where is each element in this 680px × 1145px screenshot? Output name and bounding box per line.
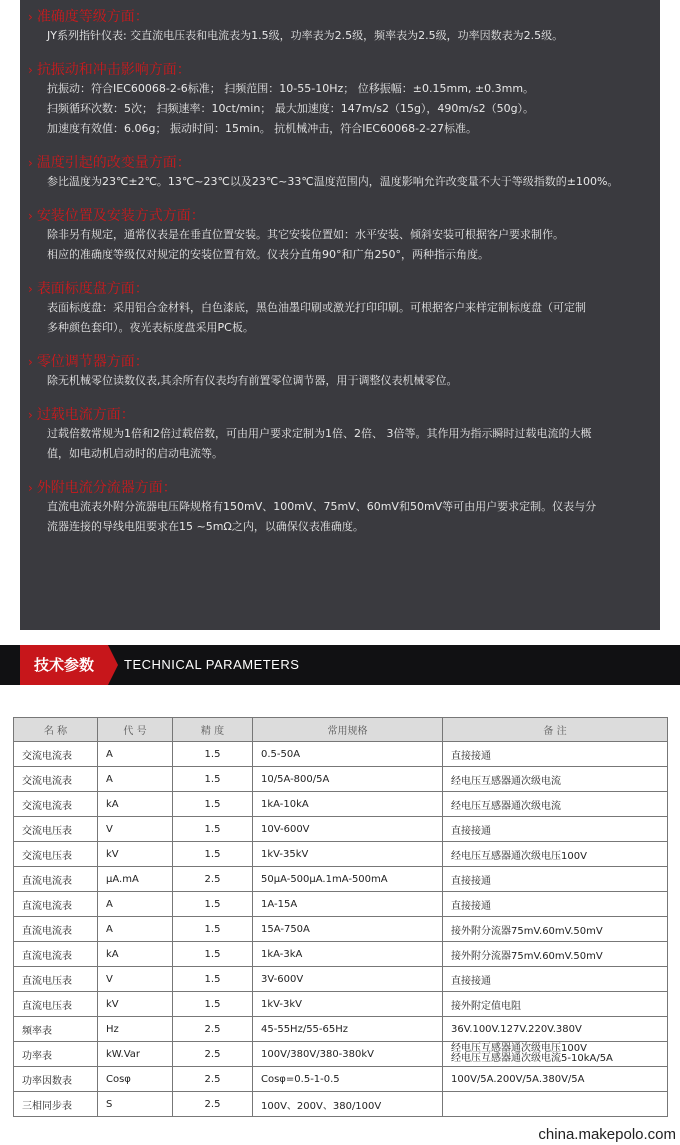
cell-code: A — [98, 917, 173, 942]
cell-code: kW.Var — [98, 1042, 173, 1067]
table-row — [14, 817, 668, 842]
cell-note: 直接接通 — [443, 817, 668, 842]
cell-accuracy: 1.5 — [173, 792, 253, 817]
cell-name: 直流电压表 — [14, 967, 98, 992]
table-row — [14, 1042, 668, 1067]
cell-accuracy: 1.5 — [173, 942, 253, 967]
section-heading — [28, 8, 653, 26]
cell-accuracy: 1.5 — [173, 817, 253, 842]
cell-spec: 15A-750A — [253, 917, 443, 942]
section — [28, 280, 653, 338]
cell-note: 直接接通 — [443, 867, 668, 892]
cell-spec: 10V-600V — [253, 817, 443, 842]
section-heading — [28, 353, 653, 371]
section-text: 抗振动：符合IEC60068-2-6标准； 扫频范围：10-55-10Hz； 位移振幅：±0.15mm, ±0.3mm。 — [47, 82, 535, 95]
table-row — [14, 992, 668, 1017]
section-title: 抗振动和冲击影响方面： — [36, 62, 191, 78]
banner-title-en: TECHNICAL PARAMETERS — [124, 657, 300, 672]
cell-spec: 50μA-500μA.1mA-500mA — [253, 867, 443, 892]
section-heading — [28, 61, 653, 79]
table-header-row — [14, 718, 668, 742]
cell-name: 交流电流表 — [14, 742, 98, 767]
section — [28, 406, 653, 464]
section-heading — [28, 207, 653, 225]
cell-note — [443, 1092, 668, 1117]
cell-name: 交流电压表 — [14, 842, 98, 867]
cell-accuracy: 1.5 — [173, 742, 253, 767]
chevron-right-icon: › — [28, 209, 33, 223]
section-text: 参比温度为23℃±2℃。13℃~23℃以及23℃~33℃温度范围内，温度影响允许改变量不大于等级指数的±100%。 — [47, 175, 619, 188]
cell-accuracy: 1.5 — [173, 967, 253, 992]
cell-note: 100V/5A.200V/5A.380V/5A — [443, 1067, 668, 1092]
table-row — [14, 967, 668, 992]
table-row — [14, 942, 668, 967]
cell-note: 接外附定值电阻 — [443, 992, 668, 1017]
cell-code: kV — [98, 992, 173, 1017]
cell-code: kA — [98, 792, 173, 817]
cell-code: kV — [98, 842, 173, 867]
cell-name: 功率因数表 — [14, 1067, 98, 1092]
column-header: 备 注 — [443, 718, 668, 742]
cell-note: 接外附分流器75mV.60mV.50mV — [443, 942, 668, 967]
section — [28, 479, 653, 537]
cell-spec: 0.5-50A — [253, 742, 443, 767]
cell-spec: 1kA-10kA — [253, 792, 443, 817]
parameters-table — [13, 717, 668, 1117]
table-row — [14, 767, 668, 792]
footer-watermark: china.makepolo.com — [538, 1126, 676, 1143]
cell-note: 经电压互感器通次级电流 — [443, 767, 668, 792]
section — [28, 207, 653, 265]
column-header: 代 号 — [98, 718, 173, 742]
chevron-right-icon: › — [28, 282, 33, 296]
section-text: 直流电流表外附分流器电压降规格有150mV、100mV、75mV、60mV和50mV等可由用户要求定制。仪表与分 — [47, 500, 597, 513]
cell-code: A — [98, 742, 173, 767]
chevron-right-icon: › — [28, 63, 33, 77]
table-row — [14, 892, 668, 917]
cell-note-line: 经电压互感器通次级电压100V — [451, 1043, 587, 1054]
cell-name: 直流电流表 — [14, 892, 98, 917]
cell-code: A — [98, 767, 173, 792]
cell-name: 交流电流表 — [14, 792, 98, 817]
cell-spec: 45-55Hz/55-65Hz — [253, 1017, 443, 1042]
cell-spec: 3V-600V — [253, 967, 443, 992]
cell-accuracy: 1.5 — [173, 992, 253, 1017]
section-title: 零位调节器方面： — [36, 354, 149, 370]
cell-code: μA.mA — [98, 867, 173, 892]
cell-name: 直流电压表 — [14, 992, 98, 1017]
cell-note: 经电压互感器通次级电压100V — [443, 842, 668, 867]
cell-note: 直接接通 — [443, 892, 668, 917]
cell-name: 功率表 — [14, 1042, 98, 1067]
cell-spec: 100V/380V/380-380kV — [253, 1042, 443, 1067]
specification-sections — [28, 8, 653, 552]
table-row — [14, 792, 668, 817]
section — [28, 61, 653, 139]
cell-name: 频率表 — [14, 1017, 98, 1042]
cell-name: 直流电流表 — [14, 867, 98, 892]
table-row — [14, 842, 668, 867]
table-row — [14, 917, 668, 942]
section-text: 表面标度盘：采用铝合金材料，白色漆底，黑色油墨印刷或激光打印印刷。可根据客户来样定制标度盘（可定制 — [47, 301, 586, 314]
section-text: 多种颜色套印）。夜光表标度盘采用PC板。 — [47, 321, 254, 334]
cell-note: 36V.100V.127V.220V.380V — [443, 1017, 668, 1042]
column-header: 名 称 — [14, 718, 98, 742]
banner-title-cn: 技术参数 — [33, 656, 94, 674]
section-title: 温度引起的改变量方面： — [36, 155, 191, 171]
cell-accuracy: 1.5 — [173, 842, 253, 867]
section — [28, 8, 653, 46]
cell-note: 接外附分流器75mV.60mV.50mV — [443, 917, 668, 942]
cell-note: 直接接通 — [443, 742, 668, 767]
column-header: 精 度 — [173, 718, 253, 742]
cell-name: 直流电流表 — [14, 942, 98, 967]
section-heading — [28, 479, 653, 497]
cell-code: V — [98, 967, 173, 992]
cell-accuracy: 2.5 — [173, 1092, 253, 1117]
cell-spec: 10/5A-800/5A — [253, 767, 443, 792]
cell-spec: 1kV-35kV — [253, 842, 443, 867]
section-text: 扫频循环次数：5次； 扫频速率：10ct/min； 最大加速度：147m/s2（15g），490m/s2（50g）。 — [47, 102, 535, 115]
cell-code: kA — [98, 942, 173, 967]
cell-spec: Cosφ=0.5-1-0.5 — [253, 1067, 443, 1092]
cell-note — [443, 1042, 668, 1067]
cell-note: 经电压互感器通次级电流 — [443, 792, 668, 817]
cell-spec: 1kA-3kA — [253, 942, 443, 967]
table-row — [14, 1017, 668, 1042]
section-heading — [28, 406, 653, 424]
cell-code: Hz — [98, 1017, 173, 1042]
chevron-right-icon: › — [28, 408, 33, 422]
section-text: 除非另有规定，通常仪表是在垂直位置安装。其它安装位置如：水平安装、倾斜安装可根据客户要求制作。 — [47, 228, 564, 241]
section-title: 准确度等级方面： — [36, 9, 149, 25]
cell-note: 直接接通 — [443, 967, 668, 992]
cell-spec: 1kV-3kV — [253, 992, 443, 1017]
section-text: 加速度有效值：6.06g； 振动时间：15min。 抗机械冲击，符合IEC60068-2-27标准。 — [47, 122, 478, 135]
technical-parameters-banner — [0, 645, 680, 685]
table-row — [14, 1067, 668, 1092]
cell-spec: 100V、200V、380/100V — [253, 1092, 443, 1117]
table-row — [14, 1092, 668, 1117]
cell-accuracy: 1.5 — [173, 767, 253, 792]
chevron-right-icon: › — [28, 355, 33, 369]
section — [28, 154, 653, 192]
cell-accuracy: 2.5 — [173, 1017, 253, 1042]
chevron-right-icon: › — [28, 481, 33, 495]
section-heading — [28, 280, 653, 298]
cell-spec: 1A-15A — [253, 892, 443, 917]
cell-code: A — [98, 892, 173, 917]
section-text: JY系列指针仪表: 交直流电压表和电流表为1.5级，功率表为2.5级，频率表为2.5级，功率因数表为2.5级。 — [47, 29, 564, 42]
cell-accuracy: 1.5 — [173, 892, 253, 917]
section-text: 值，如电动机启动时的启动电流等。 — [47, 447, 223, 460]
banner-red-tip — [108, 645, 118, 685]
table-row — [14, 742, 668, 767]
cell-name: 三相同步表 — [14, 1092, 98, 1117]
section-text: 过载倍数常规为1倍和2倍过载倍数，可由用户要求定制为1倍、2倍、 3倍等。其作用为指示瞬时过载电流的大概 — [47, 427, 592, 440]
section-title: 表面标度盘方面： — [36, 281, 149, 297]
cell-accuracy: 1.5 — [173, 917, 253, 942]
section-title: 过载电流方面： — [36, 407, 135, 423]
cell-accuracy: 2.5 — [173, 1042, 253, 1067]
cell-note-line: 经电压互感器通次级电流5-10kA/5A — [451, 1053, 613, 1064]
chevron-right-icon: › — [28, 10, 33, 24]
section-text: 相应的准确度等级仅对规定的安装位置有效。仪表分直角90°和广角250°，两种指示角度。 — [47, 248, 489, 261]
cell-code: S — [98, 1092, 173, 1117]
cell-name: 交流电压表 — [14, 817, 98, 842]
cell-code: Cosφ — [98, 1067, 173, 1092]
chevron-right-icon: › — [28, 156, 33, 170]
section-text: 流器连接的导线电阻要求在15 ~5mΩ之内，以确保仪表准确度。 — [47, 520, 364, 533]
cell-code: V — [98, 817, 173, 842]
section-title: 安装位置及安装方式方面： — [36, 208, 205, 224]
section-text: 除无机械零位读数仪表,其余所有仪表均有前置零位调节器，用于调整仪表机械零位。 — [47, 374, 458, 387]
cell-accuracy: 2.5 — [173, 867, 253, 892]
cell-name: 交流电流表 — [14, 767, 98, 792]
section — [28, 353, 653, 391]
cell-name: 直流电流表 — [14, 917, 98, 942]
section-heading — [28, 154, 653, 172]
table-row — [14, 867, 668, 892]
section-title: 外附电流分流器方面： — [36, 480, 177, 496]
cell-accuracy: 2.5 — [173, 1067, 253, 1092]
column-header: 常用规格 — [253, 718, 443, 742]
